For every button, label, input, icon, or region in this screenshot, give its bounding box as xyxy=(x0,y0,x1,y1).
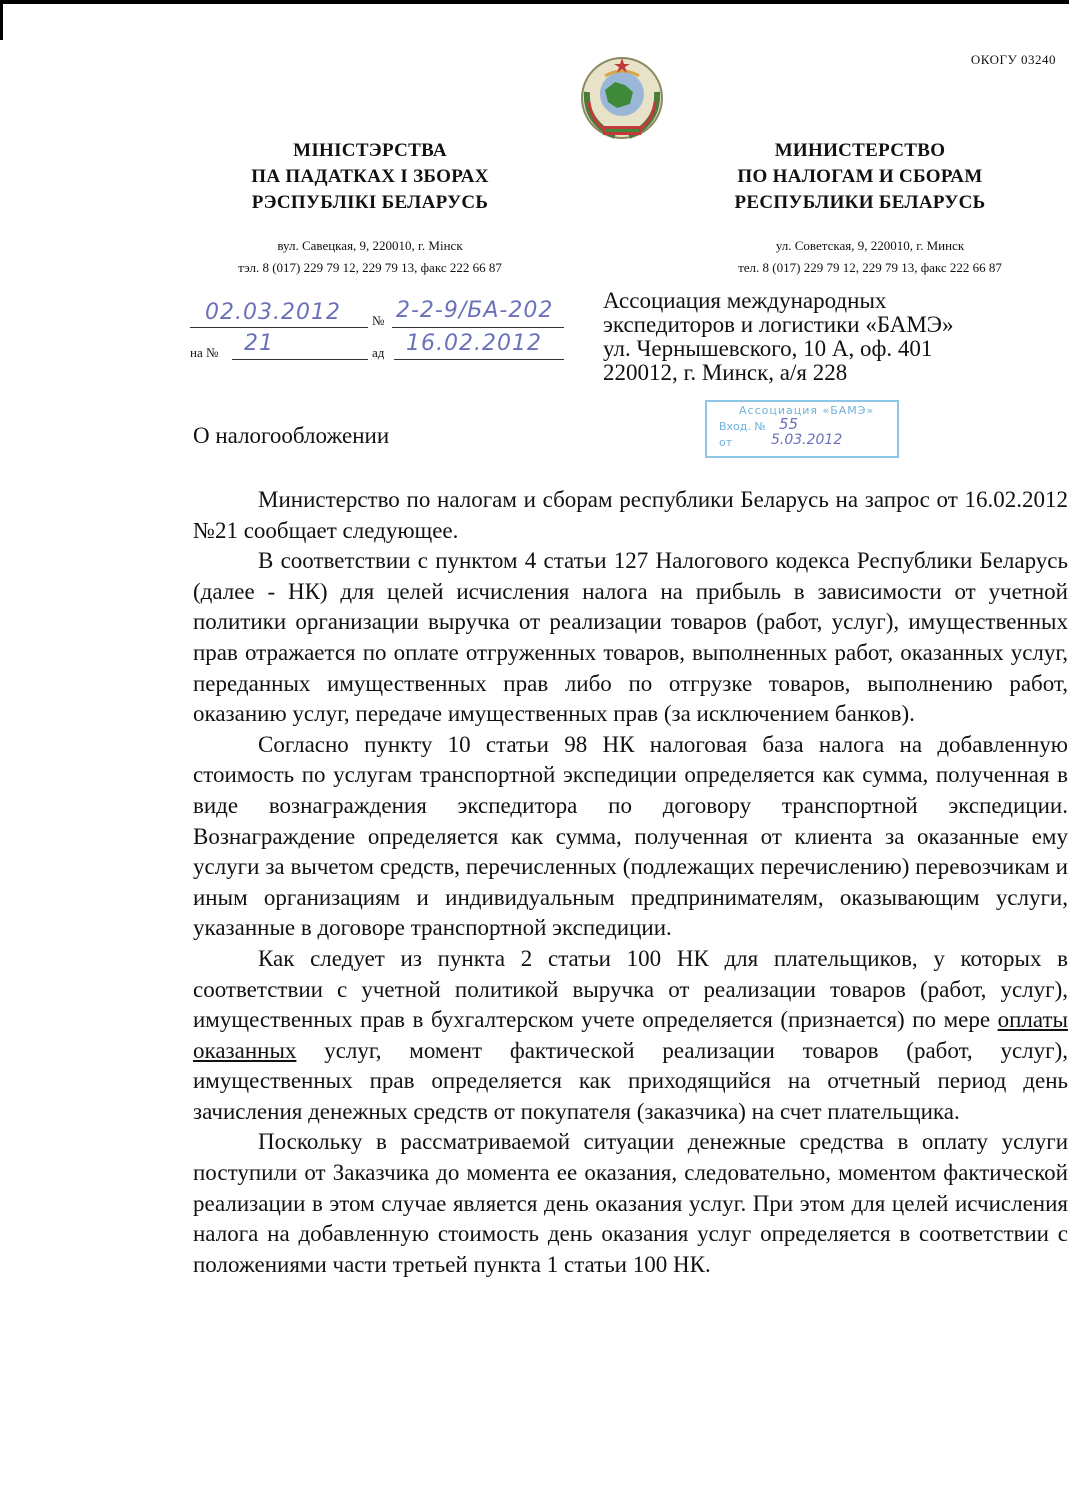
date-underline xyxy=(190,327,368,328)
number-label: № xyxy=(372,313,385,328)
paragraph xyxy=(193,944,1068,1128)
recipient-line: экспедиторов и логистики «БАМЭ» xyxy=(603,312,954,337)
ministry-line: МІНІСТЭРСТВА xyxy=(293,140,447,161)
ref-number: 21 xyxy=(244,331,274,356)
underlined-phrase: оплаты оказанных xyxy=(193,1007,1068,1063)
letter-body xyxy=(193,485,1068,1280)
ref-number-label: на № xyxy=(190,345,219,360)
ministry-name-belarusian xyxy=(210,138,530,216)
stamp-date-label: от xyxy=(719,436,733,449)
number-underline xyxy=(392,327,564,328)
recipient-line: ул. Чернышевского, 10 А, оф. 401 xyxy=(603,336,933,361)
paragraph: В соответствии с пунктом 4 статьи 127 Налогового кодекса Республики Беларусь (далее - НК) для целей исчисления налога на прибыль в зависимости от учетной политики организации выручка от реализации товаров (работ, услуг), имущественных прав отражается по оплате отгруженных товаров, выполненных работ, оказанных услуг, переданных имущественных прав либо по отгрузке товаров, выполнению работ, оказанию услуг, передаче имущественных прав (за исключением банков). xyxy=(193,548,1068,727)
incoming-stamp xyxy=(705,400,899,458)
phone-line: тел. 8 (017) 229 79 12, 229 79 13, факс 222 66 87 xyxy=(738,260,1002,275)
stamp-in-number: 55 xyxy=(779,415,799,433)
outgoing-date: 02.03.2012 xyxy=(205,300,341,325)
ministry-line: МИНИСТЕРСТВО xyxy=(774,140,946,161)
paragraph: Согласно пункту 10 статьи 98 НК налоговая база налога на добавленную стоимость по услугам транспортной экспедиции определяется как сумма, полученная в виде вознаграждения экспедитора по договору транспортной экспедиции. Вознаграждение определяется как сумма, полученная от клиента за оказанные ему услуги за вычетом средств, перечисленных (подлежащих перечислению) перевозчикам и иным организациям и индивидуальным предпринимателям, оказывающим услуги, указанные в договоре транспортной экспедиции. xyxy=(193,731,1068,941)
recipient-line: 220012, г. Минск, а/я 228 xyxy=(603,360,848,385)
scan-top-border xyxy=(0,0,1069,4)
ministry-line: РЕСПУБЛИКИ БЕЛАРУСЬ xyxy=(734,192,986,213)
paragraph-text: Как следует из пункта 2 статьи 100 НК для плательщиков, у которых в соответствии с учетной политикой выручка от реализации товаров (работ, услуг), имущественных прав в бухгалтерском учете определяется (признается) по мере xyxy=(193,945,1068,1033)
ref-date: 16.02.2012 xyxy=(406,331,542,356)
ministry-name-russian xyxy=(700,138,1020,216)
ministry-line: РЭСПУБЛІКІ БЕЛАРУСЬ xyxy=(251,192,489,213)
ref-date-label: ад xyxy=(372,345,385,360)
outgoing-number: 2-2-9/БА-202 xyxy=(396,298,554,323)
phone-line: тэл. 8 (017) 229 79 12, 229 79 13, факс 222 66 87 xyxy=(238,260,502,275)
stamp-date: 5.03.2012 xyxy=(771,432,843,448)
address-line: вул. Савецкая, 9, 220010, г. Мінск xyxy=(277,238,463,253)
ministry-line: ПА ПАДАТКАХ І ЗБОРАХ xyxy=(251,166,489,187)
stamp-in-label: Вход. № xyxy=(719,420,766,433)
recipient-address xyxy=(603,289,954,385)
ministry-address-russian xyxy=(690,235,1050,279)
paragraph: Министерство по налогам и сборам республики Беларусь на запрос от 16.02.2012 №21 сообщает следующее. xyxy=(193,487,1068,543)
scan-left-border xyxy=(0,0,3,40)
state-emblem xyxy=(575,52,670,144)
ref-number-underline xyxy=(232,359,368,360)
paragraph-text: услуг, момент фактической реализации товаров (работ, услуг), имущественных прав определяется как приходящийся на отчетный период день зачисления денежных средств от покупателя (заказчика) на счет плательщика. xyxy=(193,1037,1068,1124)
ministry-line: ПО НАЛОГАМ И СБОРАМ xyxy=(737,166,983,187)
paragraph: Поскольку в рассматриваемой ситуации денежные средства в оплату услуги поступили от Заказчика до момента ее оказания, следовательно, моментом фактической реализации в этом случае является день оказания услуг. При этом для целей исчисления налога на добавленную стоимость день оказания услуг определяется в соответствии с положениями части третьей пункта 1 статьи 100 НК. xyxy=(193,1129,1068,1277)
recipient-line: Ассоциация международных xyxy=(603,288,887,313)
stamp-title: Ассоциация «БАМЭ» xyxy=(739,404,875,417)
okogu-code: ОКОГУ 03240 xyxy=(970,52,1056,67)
ministry-address-belarusian xyxy=(190,235,550,279)
ref-date-underline xyxy=(394,359,564,360)
address-line: ул. Советская, 9, 220010, г. Минск xyxy=(775,238,965,253)
letter-subject: О налогообложении xyxy=(193,423,390,448)
